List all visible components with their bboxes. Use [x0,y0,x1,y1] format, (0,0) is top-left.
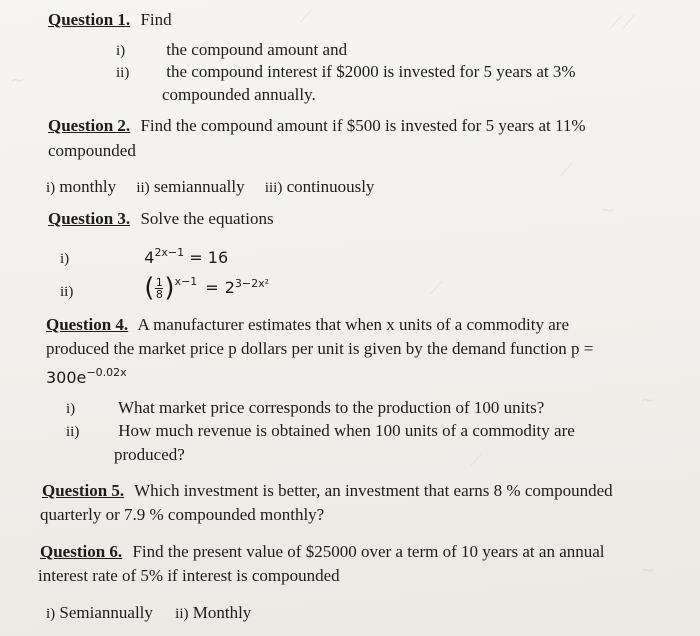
bleed-through-mark: ⟋ [470,450,483,470]
item-number: ii) [116,65,130,81]
item-text: the compound interest if $2000 is invested for 5 years at 3% [166,62,576,81]
bleed-through-mark: ∼ [640,390,656,410]
question-2-options [46,176,374,199]
question-1-item-i [116,39,347,62]
option-number: iii) [264,180,283,196]
question-3-header [48,208,274,230]
expression-base: 300e [46,368,87,387]
option-text: continuously [286,177,375,196]
equation-number: ii) [60,284,74,300]
fraction-numerator: 1 [155,275,163,289]
question-6-line-2: interest rate of 5% if interest is compounded [38,566,340,585]
question-1-header [48,9,172,31]
option-text: semiannually [153,177,245,196]
item-number: i) [116,43,126,59]
equation-1-exponent: 2x−1 [154,246,185,259]
question-4-header [46,314,569,336]
question-5-line-2: quarterly or 7.9 % compounded monthly? [40,505,325,524]
question-6-text: Find the present value of $25000 over a term of 10 years at an annual [132,542,605,561]
left-paren: ( [144,273,155,303]
option-text: monthly [59,177,117,196]
right-paren: ) [164,273,175,303]
question-1-item-ii [116,61,576,84]
expression-exponent: −0.02x [86,366,127,379]
question-3-equation-i [60,242,228,270]
question-3-label: Question 3. [48,209,131,228]
option-number: i) [46,180,56,196]
option-text: Semiannually [59,603,153,622]
question-2-label: Question 2. [48,116,131,135]
equation-2 [144,275,269,301]
bleed-through-mark: ⟋ [430,278,443,298]
option-number: ii) [175,606,189,622]
question-5-header [42,480,613,502]
question-2-header [48,115,586,137]
question-6-options [46,602,251,625]
question-4-label: Question 4. [46,315,129,334]
item-text: What market price corresponds to the production of 100 units? [117,398,545,417]
question-1-label: Question 1. [48,10,131,29]
question-4-item-i [66,397,544,420]
item-number: ii) [66,424,80,440]
item-text: the compound amount and [166,40,348,59]
question-1-continuation: compounded annually. [162,85,316,104]
question-6-label: Question 6. [40,542,123,561]
fraction [155,277,163,300]
bleed-through-mark: ⟋ [300,6,313,26]
option-text: Monthly [192,603,252,622]
equation-1-base: 4 [144,248,155,267]
equation-2-base: 2 [224,278,235,297]
equation-2-rhs-exponent: 3−2x² [234,277,270,290]
fraction-denominator: 8 [155,287,163,301]
bleed-through-mark: ∼ [10,70,26,90]
bleed-through-mark: ∼ [640,560,656,580]
question-2-text: Find the compound amount if $500 is invested for 5 years at 11% [140,116,586,135]
question-4-text: A manufacturer estimates that when x units of a commodity are [137,315,569,334]
question-1-text: Find [140,10,172,29]
question-4-continuation: produced? [114,445,185,464]
equation-1-rhs: = 16 [189,248,229,267]
question-4-line-2: produced the market price p dollars per unit is given by the demand function p = [46,339,594,358]
question-5-label: Question 5. [42,481,125,500]
equation-number: i) [60,251,70,267]
equation-1 [144,248,228,267]
question-4-expression [46,362,127,389]
bleed-through-mark: ⟋⟋ [610,12,636,32]
bleed-through-mark: ∼ [600,200,616,220]
option-number: i) [46,606,56,622]
equals-sign: = [205,278,219,297]
equation-2-exponent: x−1 [174,275,198,288]
question-2-continuation: compounded [48,141,136,160]
question-6-header [40,541,605,563]
item-text: How much revenue is obtained when 100 units of a commodity are [118,421,575,440]
bleed-through-mark: ⟋ [560,160,573,180]
option-number: ii) [136,180,150,196]
item-number: i) [66,401,76,417]
question-3-equation-ii [60,275,269,303]
question-5-text: Which investment is better, an investment that earns 8 % compounded [134,481,613,500]
question-3-text: Solve the equations [140,209,274,228]
question-4-item-ii [66,420,575,443]
